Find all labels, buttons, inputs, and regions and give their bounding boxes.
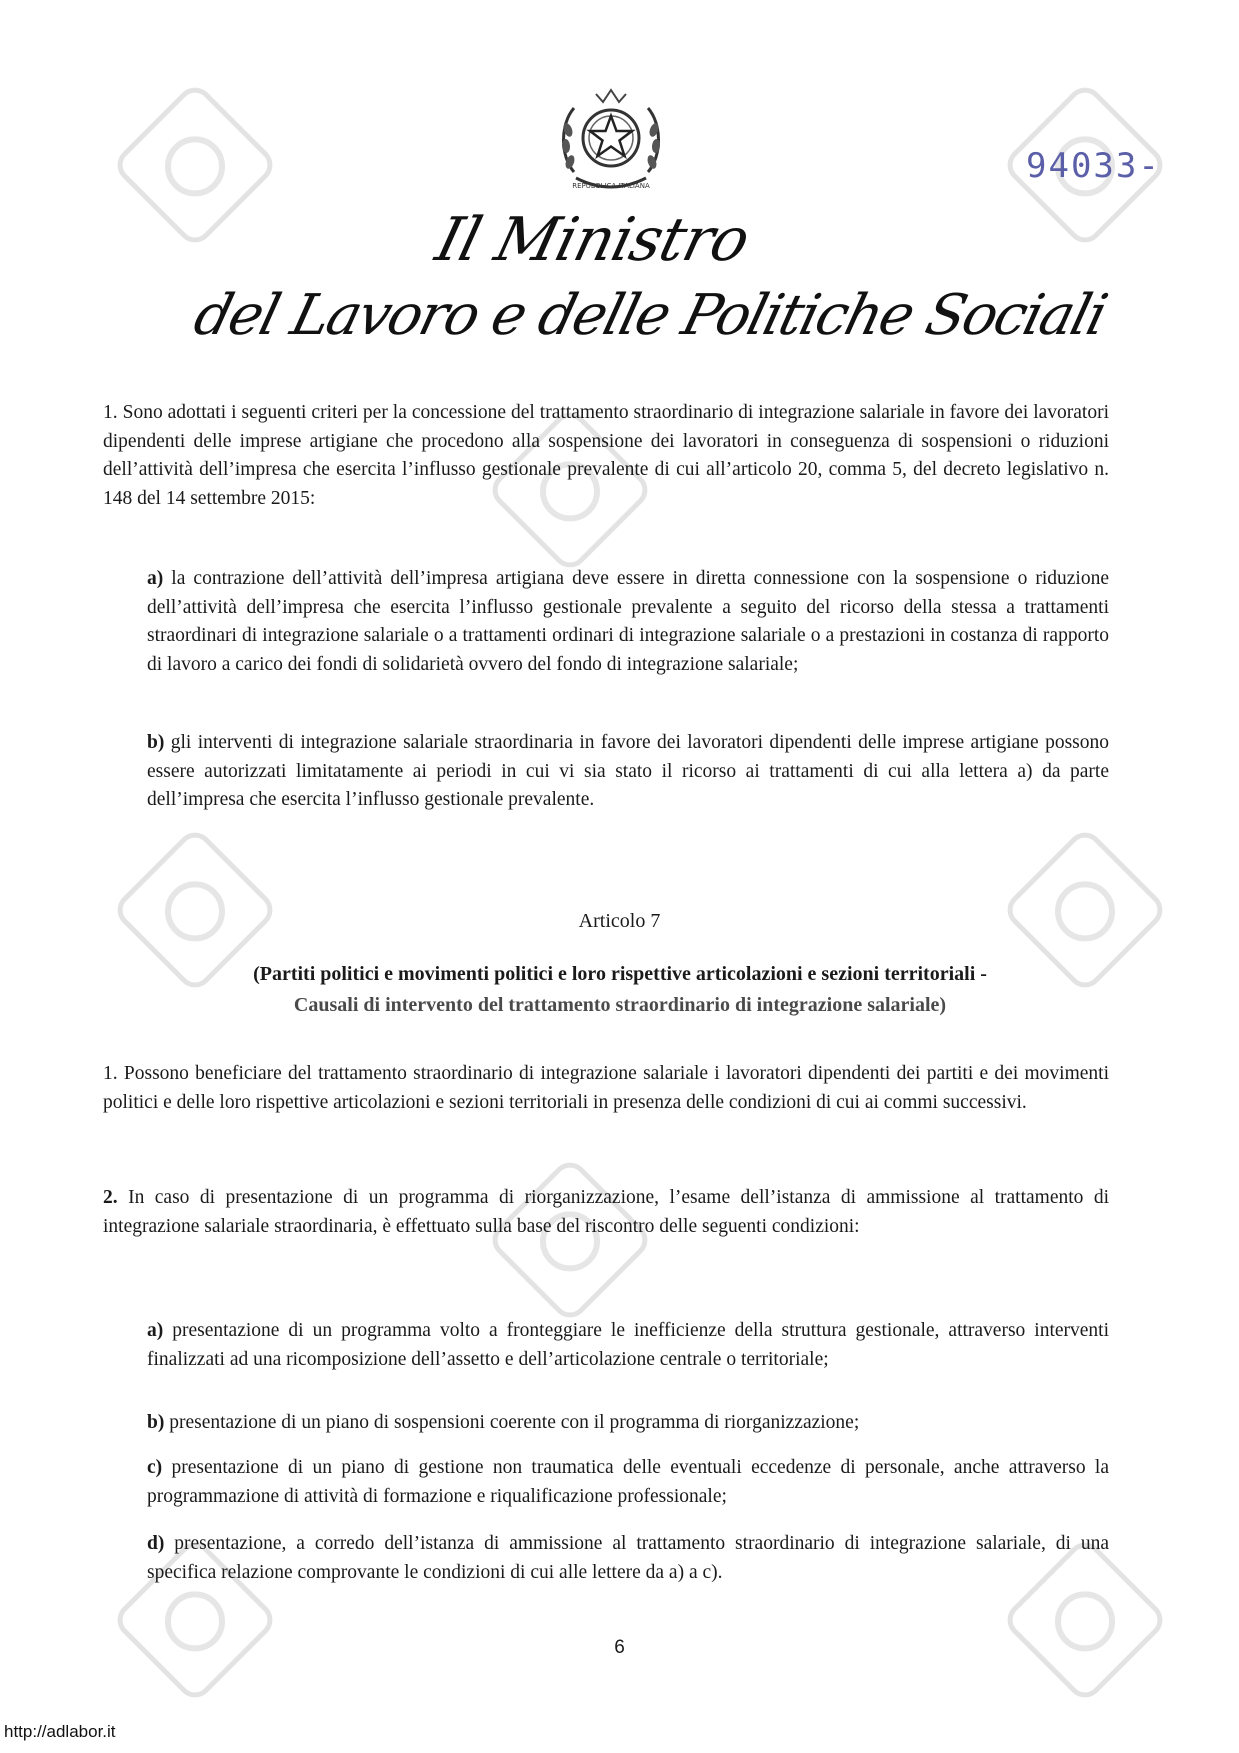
paragraph-text: Sono adottati i seguenti criteri per la concessione del trattamento straordinario di integrazione salariale in favore dei lavoratori dipendenti delle imprese artigiane che procedono alla sospensione dei lavoratori in conseguenza di sospensioni o riduzioni dell’attività dell’impresa che esercita l’influsso gestionale prevalente di cui all’articolo 20, comma 5, del decreto legislativo n. 148 del 14 settembre 2015:: [103, 402, 1110, 509]
article-list-item-a: [147, 1317, 1109, 1374]
ministry-title-line1: Il Ministro: [429, 205, 756, 275]
paragraph-number: 2.: [103, 1187, 118, 1208]
list-label: a): [147, 568, 164, 589]
article-list-item-b: [147, 1409, 1109, 1438]
list-item-b: [147, 729, 1109, 815]
list-text: presentazione, a corredo dell’istanza di ammissione al trattamento straordinario di integrazione salariale, di una specifica relazione comprovante le condizioni di cui alle lettere da a) a c).: [147, 1533, 1109, 1583]
watermark-logo-icon: [110, 80, 280, 250]
article-list-item-c: [147, 1454, 1109, 1511]
article-heading: [120, 959, 1120, 1021]
article-title: Articolo 7: [578, 910, 661, 932]
list-label: b): [147, 1412, 165, 1433]
article-paragraph-1: [103, 1060, 1109, 1117]
article-paragraph-2: [103, 1184, 1109, 1241]
paragraph-text: In caso di presentazione di un programma di riorganizzazione, l’esame dell’istanza di ammissione al trattamento di integrazione salariale straordinaria, è effettuato sulla base del riscontro delle seguenti condizioni:: [103, 1187, 1109, 1237]
svg-text:REPUBBLICA ITALIANA: REPUBBLICA ITALIANA: [572, 182, 650, 190]
list-text: presentazione di un piano di sospensioni coerente con il programma di riorganizzazione;: [169, 1412, 860, 1433]
list-label: b): [147, 732, 165, 753]
list-text: presentazione di un programma volto a fronteggiare le inefficienze della struttura gestionale, attraverso interventi finalizzati ad una ricomposizione dell’assetto e dell’articolazione centrale o territoriale;: [147, 1320, 1110, 1370]
paragraph-text: Possono beneficiare del trattamento straordinario di integrazione salariale i lavoratori dipendenti dei partiti e dei movimenti politici e delle loro rispettive articolazioni e sezioni territoriali in presenza delle condizioni di cui ai commi successivi.: [103, 1063, 1110, 1113]
list-label: d): [147, 1533, 165, 1554]
italian-republic-emblem-icon: [556, 80, 666, 192]
list-text: presentazione di un piano di gestione non traumatica delle eventuali eccedenze di personale, anche attraverso la programmazione di attività di formazione e riqualificazione professionale;: [147, 1457, 1110, 1507]
article-list-item-d: [147, 1530, 1109, 1587]
footer-url: http://adlabor.it: [4, 1722, 116, 1741]
list-item-a: [147, 565, 1109, 679]
article-heading-line1: (Partiti politici e movimenti politici e loro rispettive articolazioni e sezioni territoriali -: [253, 963, 987, 985]
paragraph-1: [103, 399, 1109, 513]
article-heading-line2: Causali di intervento del trattamento straordinario di integrazione salariale): [293, 994, 947, 1016]
list-label: a): [147, 1320, 164, 1341]
list-text: la contrazione dell’attività dell’impresa artigiana deve essere in diretta connessione con la sospensione o riduzione dell’attività dell’impresa che esercita l’influsso gestionale prevalente a seguito del ricorso della stessa a trattamenti straordinari di integrazione salariale o a trattamenti ordinari di integrazione salariale o a prestazioni in costanza di rapporto di lavoro a carico dei fondi di solidarietà ovvero del fondo di integrazione salariale;: [147, 568, 1110, 675]
page-number: 6: [614, 1637, 625, 1658]
list-label: c): [147, 1457, 163, 1478]
paragraph-number: 1.: [103, 1063, 118, 1084]
paragraph-number: 1.: [103, 402, 118, 423]
ministry-title-line2: del Lavoro e delle Politiche Sociali: [187, 283, 1112, 348]
list-text: gli interventi di integrazione salariale straordinaria in favore dei lavoratori dipendenti delle imprese artigiane possono essere autorizzati limitatamente ai periodi in cui vi sia stato il ricorso ai trattamenti di cui alla lettera a) da parte dell’impresa che esercita l’influsso gestionale prevalente.: [147, 732, 1110, 810]
protocol-number-stamp: 94033-: [1026, 146, 1161, 186]
